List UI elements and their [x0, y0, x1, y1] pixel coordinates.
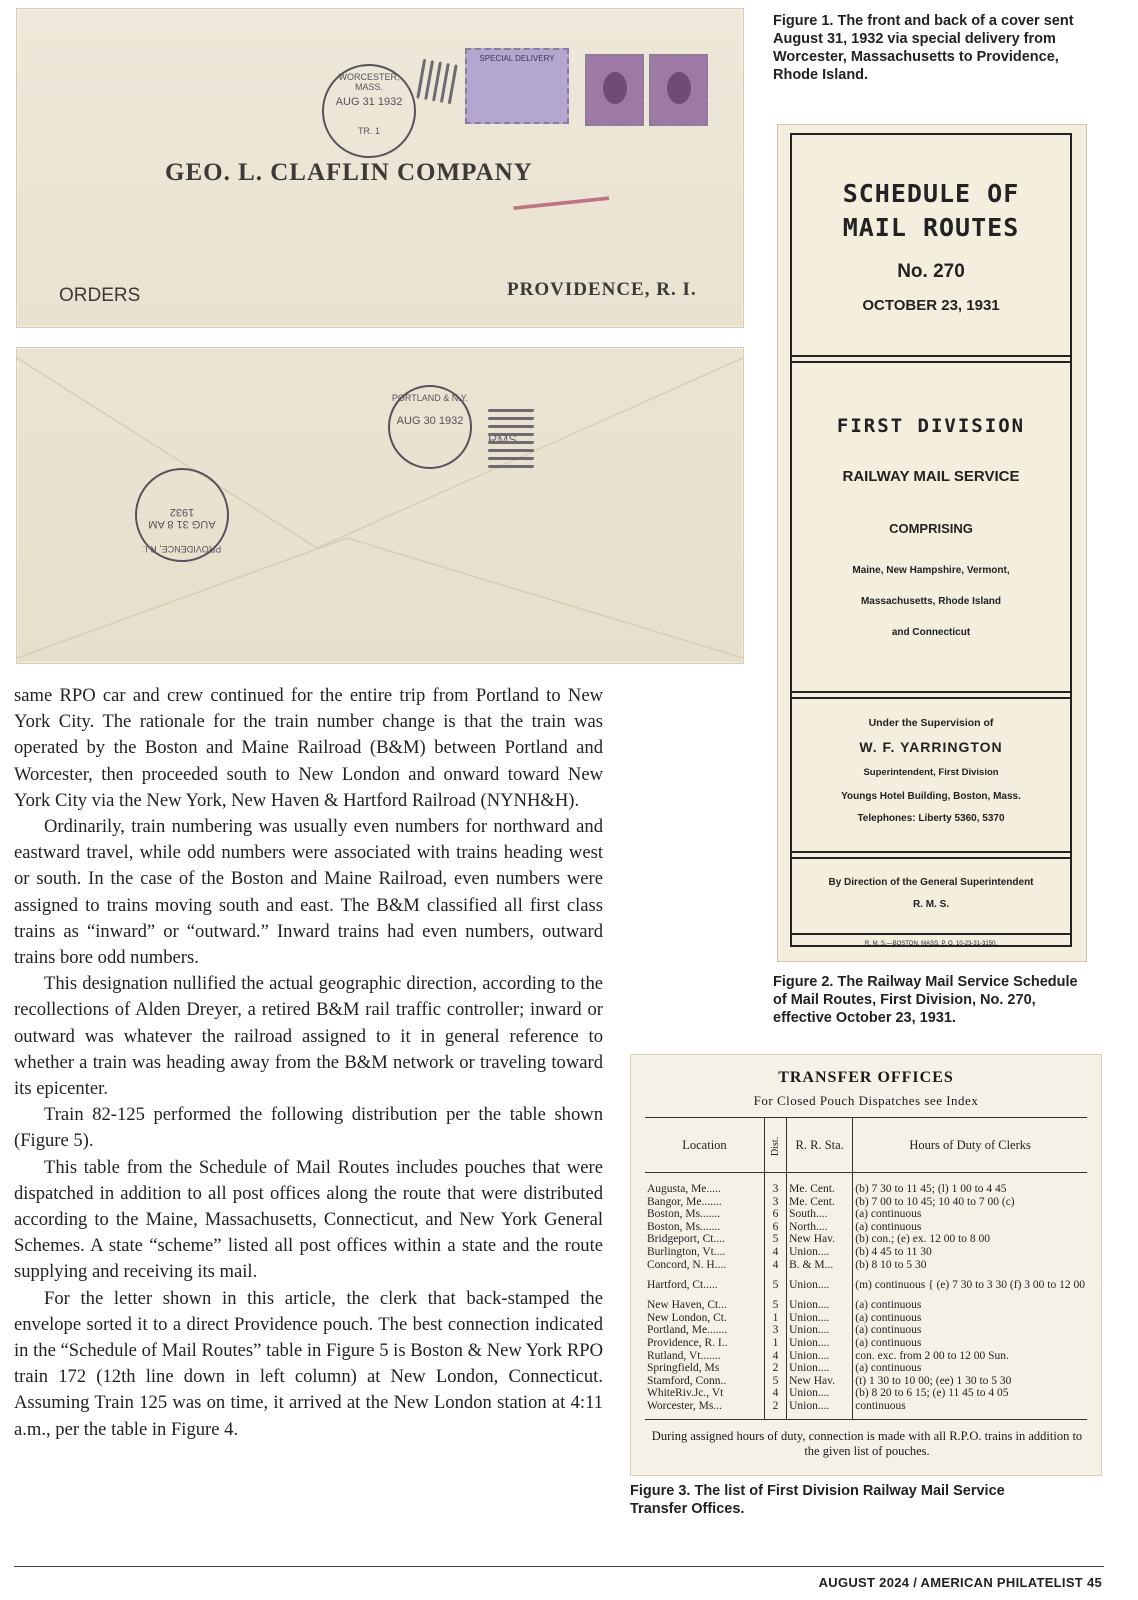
table-cell: Boston, Ms.......: [647, 1208, 721, 1221]
table-cell: Augusta, Me.....: [647, 1183, 721, 1195]
table-row: [645, 1350, 1087, 1363]
table-cell: 3: [764, 1173, 786, 1196]
envelope-flap-lines: [17, 348, 743, 663]
table-cell: (b) 4 45 to 11 30: [853, 1246, 1087, 1259]
table-row: [645, 1259, 1087, 1272]
schedule-cover-image: SCHEDULE OF MAIL ROUTES No. 270 OCTOBER 23, 1931 FIRST DIVISION RAILWAY MAIL SERVICE COMPRISING Maine, New Hampshire, Vermont, Massachusetts, Rhode Island and Connecticut Under the Supervision of W. F. YARRINGTON Superintendent, First Division Youngs Hotel Building, Boston, Mass. Telephones: Liberty 5360, 5370 By Direction of the General Superintendent R. M. S. R. M. S.—BOSTON, MASS. P. O. 10-23-31-3150.: [777, 124, 1087, 962]
orders-label: ORDERS: [59, 285, 141, 306]
table-cell: New Haven, Ct...: [647, 1299, 727, 1312]
table-cell: (a) continuous: [853, 1312, 1087, 1325]
col-header-location: Location: [645, 1118, 764, 1173]
table-cell: (b) con.; (e) ex. 12 00 to 8 00: [853, 1233, 1087, 1246]
red-handstamp: ▬▬▬▬▬▬▬▬: [512, 189, 610, 213]
table-cell: Union....: [787, 1350, 853, 1363]
providence-receiving-postmark: PROVIDENCE, R.I. AUG 31 8 AM 1932: [135, 468, 229, 562]
table-cell: Me. Cent.: [787, 1173, 853, 1196]
table-cell: 6: [764, 1221, 786, 1234]
page-footer: AUGUST 2024 / AMERICAN PHILATELIST 45: [818, 1575, 1102, 1590]
schedule-service: RAILWAY MAIL SERVICE: [842, 468, 1020, 485]
table-cell: Union....: [787, 1246, 853, 1259]
table-cell: South....: [787, 1208, 853, 1221]
table-cell: 3: [764, 1324, 786, 1337]
schedule-title-1: SCHEDULE OF: [842, 179, 1020, 208]
table-cell: 5: [764, 1375, 786, 1388]
table-cell: 1: [764, 1337, 786, 1350]
paragraph: This table from the Schedule of Mail Routes includes pouches that were dispatched in addition to all post offices along the route that were distributed according to the Maine, Massachusetts, Connecticut, and New York General Schemes. A state “scheme” listed all post offices within a state and the route supplying and receiving its mail.: [14, 1156, 603, 1283]
table-cell: (b) 7 30 to 11 45; (l) 1 00 to 4 45: [853, 1173, 1087, 1196]
table-cell: (b) 8 20 to 6 15; (e) 11 45 to 4 05: [853, 1387, 1087, 1400]
table-row: [645, 1312, 1087, 1325]
schedule-comprising: COMPRISING: [889, 521, 973, 536]
schedule-name: W. F. YARRINGTON: [859, 739, 1003, 755]
table-cell: Union....: [787, 1271, 853, 1299]
table-cell: New London, Ct.: [647, 1311, 727, 1324]
table-cell: 4: [764, 1350, 786, 1363]
company-name: GEO. L. CLAFLIN COMPANY: [165, 159, 533, 186]
table-row: [645, 1362, 1087, 1375]
portland-ny-postmark: PORTLAND & N.Y. AUG 30 1932: [388, 385, 472, 469]
schedule-date: OCTOBER 23, 1931: [862, 297, 1000, 314]
table-cell: B. & M...: [787, 1259, 853, 1272]
table-cell: (a) continuous: [853, 1337, 1087, 1350]
table-row: [645, 1387, 1087, 1400]
table-row: [645, 1221, 1087, 1234]
table-cell: 4: [764, 1259, 786, 1272]
table-cell: Concord, N. H....: [647, 1258, 727, 1271]
table-row: [645, 1400, 1087, 1419]
table-cell: (t) 1 30 to 10 00; (ee) 1 30 to 5 30: [853, 1375, 1087, 1388]
table-cell: Hartford, Ct.....: [647, 1278, 718, 1291]
table-cell: 5: [764, 1299, 786, 1312]
paragraph: For the letter shown in this article, the clerk that back-stamped the envelope sorted it to a direct Providence pouch. The best connection indicated in the “Schedule of Mail Routes” table in Figure 5 is Boston & New York RPO train 172 (12th line down in left column) at New London, Connecticut. Assuming Train 125 was on time, it arrived at the New London station at 4:11 a.m., per the table in Figure 4.: [14, 1287, 603, 1440]
paragraph: This designation nullified the actual geographic direction, according to the recollections of Alden Dreyer, a retired B&M rail traffic controller; inward or outward was whatever the railroad assigned to it in general reference to whether a train was heading away from the B&M network or traveling toward its epicenter.: [14, 973, 603, 1100]
table-cell: (m) continuous { (e) 7 30 to 3 30 (f) 3 00 to 12 00: [853, 1271, 1087, 1299]
article-body: [14, 683, 603, 1443]
table-cell: Union....: [787, 1299, 853, 1312]
washington-stamp-1: [585, 54, 644, 126]
table-cell: Springfield, Ms: [647, 1362, 720, 1375]
table-cell: Providence, R. I..: [647, 1336, 728, 1349]
table-cell: Bangor, Me.......: [647, 1195, 722, 1208]
paragraph: Ordinarily, train numbering was usually even numbers for northward and eastward travel, while odd numbers were associated with trains heading west or south. In the case of the Boston and Maine Railroad, even numbers were assigned to trains moving south and east. The B&M classified all first class trains as “inward” or “outward.” Inward trains had even numbers, outward trains bore odd numbers.: [14, 816, 603, 969]
table-row: [645, 1246, 1087, 1259]
table-cell: (a) continuous: [853, 1362, 1087, 1375]
figure-1-caption: Figure 1. The front and back of a cover sent August 31, 1932 via special delivery from Worcester, Massachusetts to Providence, Rhode Island.: [773, 13, 1074, 83]
schedule-title-2: MAIL ROUTES: [842, 213, 1020, 242]
table-row: [645, 1233, 1087, 1246]
schedule-number: No. 270: [897, 261, 965, 282]
table-row: [645, 1337, 1087, 1350]
transfer-subtitle: For Closed Pouch Dispatches see Index: [753, 1093, 979, 1108]
table-cell: Burlington, Vt....: [647, 1245, 726, 1258]
table-row: [645, 1173, 1087, 1196]
table-row: [645, 1299, 1087, 1312]
table-cell: 5: [764, 1233, 786, 1246]
table-cell: (b) 7 00 to 10 45; 10 40 to 7 00 (c): [853, 1196, 1087, 1209]
table-cell: (a) continuous: [853, 1208, 1087, 1221]
table-cell: Union....: [787, 1387, 853, 1400]
figure-2-caption: Figure 2. The Railway Mail Service Schedule of Mail Routes, First Division, No. 270, effective October 23, 1931.: [773, 974, 1078, 1026]
col-header-hours: Hours of Duty of Clerks: [853, 1118, 1087, 1173]
transfer-title: TRANSFER OFFICES: [778, 1069, 954, 1086]
table-cell: 2: [764, 1362, 786, 1375]
table-cell: Union....: [787, 1312, 853, 1325]
table-cell: New Hav.: [787, 1375, 853, 1388]
table-cell: WhiteRiv.Jc., Vt: [647, 1387, 724, 1400]
transfer-offices-image: [630, 1054, 1102, 1476]
table-cell: North....: [787, 1221, 853, 1234]
schedule-division: FIRST DIVISION: [836, 415, 1026, 437]
paragraph: Train 82-125 performed the following distribution per the table shown (Figure 5).: [14, 1104, 603, 1152]
table-cell: (a) continuous: [853, 1299, 1087, 1312]
washington-stamp-2: [649, 54, 708, 126]
destination-address: PROVIDENCE, R. I.: [507, 279, 697, 300]
table-cell: 1: [764, 1312, 786, 1325]
table-cell: con. exc. from 2 00 to 12 00 Sun.: [853, 1350, 1087, 1363]
col-header-dist: Dist.: [764, 1118, 786, 1173]
table-row: [645, 1271, 1087, 1299]
envelope-front-image: [16, 8, 744, 328]
table-cell: (b) 8 10 to 5 30: [853, 1259, 1087, 1272]
table-cell: 5: [764, 1271, 786, 1299]
table-cell: continuous: [853, 1400, 1087, 1419]
table-cell: 6: [764, 1208, 786, 1221]
table-cell: Boston, Ms.......: [647, 1220, 721, 1233]
transfer-table: [645, 1117, 1087, 1420]
table-cell: Worcester, Ms...: [645, 1400, 764, 1419]
table-cell: 4: [764, 1387, 786, 1400]
table-cell: Union....: [787, 1324, 853, 1337]
worcester-postmark: WORCESTER, MASS. AUG 31 1932 TR. 1: [322, 64, 416, 158]
transfer-note: During assigned hours of duty, connection is made with all R.P.O. trains in addition to the given list of pouches.: [651, 1429, 1083, 1458]
table-cell: (a) continuous: [853, 1324, 1087, 1337]
table-cell: Stamford, Conn..: [647, 1374, 727, 1387]
footer-rule: [14, 1566, 1104, 1567]
table-cell: (a) continuous: [853, 1221, 1087, 1234]
paragraph: same RPO car and crew continued for the entire trip from Portland to New York City. The rationale for the train number change is that the train was operated by the Boston and Maine Railroad (B&M) between Portland and Worcester, then proceeded south to New London and onward toward New York City via the New York, New Haven & Hartford Railroad (NYNH&H).: [14, 685, 603, 811]
table-cell: New Hav.: [787, 1233, 853, 1246]
table-cell: Union....: [787, 1400, 853, 1419]
table-cell: Union....: [787, 1337, 853, 1350]
table-cell: Rutland, Vt.......: [647, 1349, 721, 1362]
col-header-station: R. R. Sta.: [787, 1118, 853, 1173]
envelope-back-image: [16, 347, 744, 664]
rms-cancel: RMS: [488, 404, 534, 474]
table-cell: Portland, Me.......: [647, 1324, 728, 1337]
table-cell: 2: [764, 1400, 786, 1419]
cancel-bars: [411, 58, 462, 105]
table-row: [645, 1324, 1087, 1337]
table-cell: Me. Cent.: [787, 1196, 853, 1209]
table-cell: 3: [764, 1196, 786, 1209]
table-cell: 4: [764, 1246, 786, 1259]
table-row: [645, 1375, 1087, 1388]
table-row: [645, 1196, 1087, 1209]
figure-3-caption: Figure 3. The list of First Division Railway Mail Service Transfer Offices.: [630, 1483, 1005, 1517]
table-cell: Bridgeport, Ct....: [647, 1233, 725, 1246]
table-row: [645, 1208, 1087, 1221]
special-delivery-stamp: SPECIAL DELIVERY: [465, 48, 569, 124]
table-cell: Union....: [787, 1362, 853, 1375]
